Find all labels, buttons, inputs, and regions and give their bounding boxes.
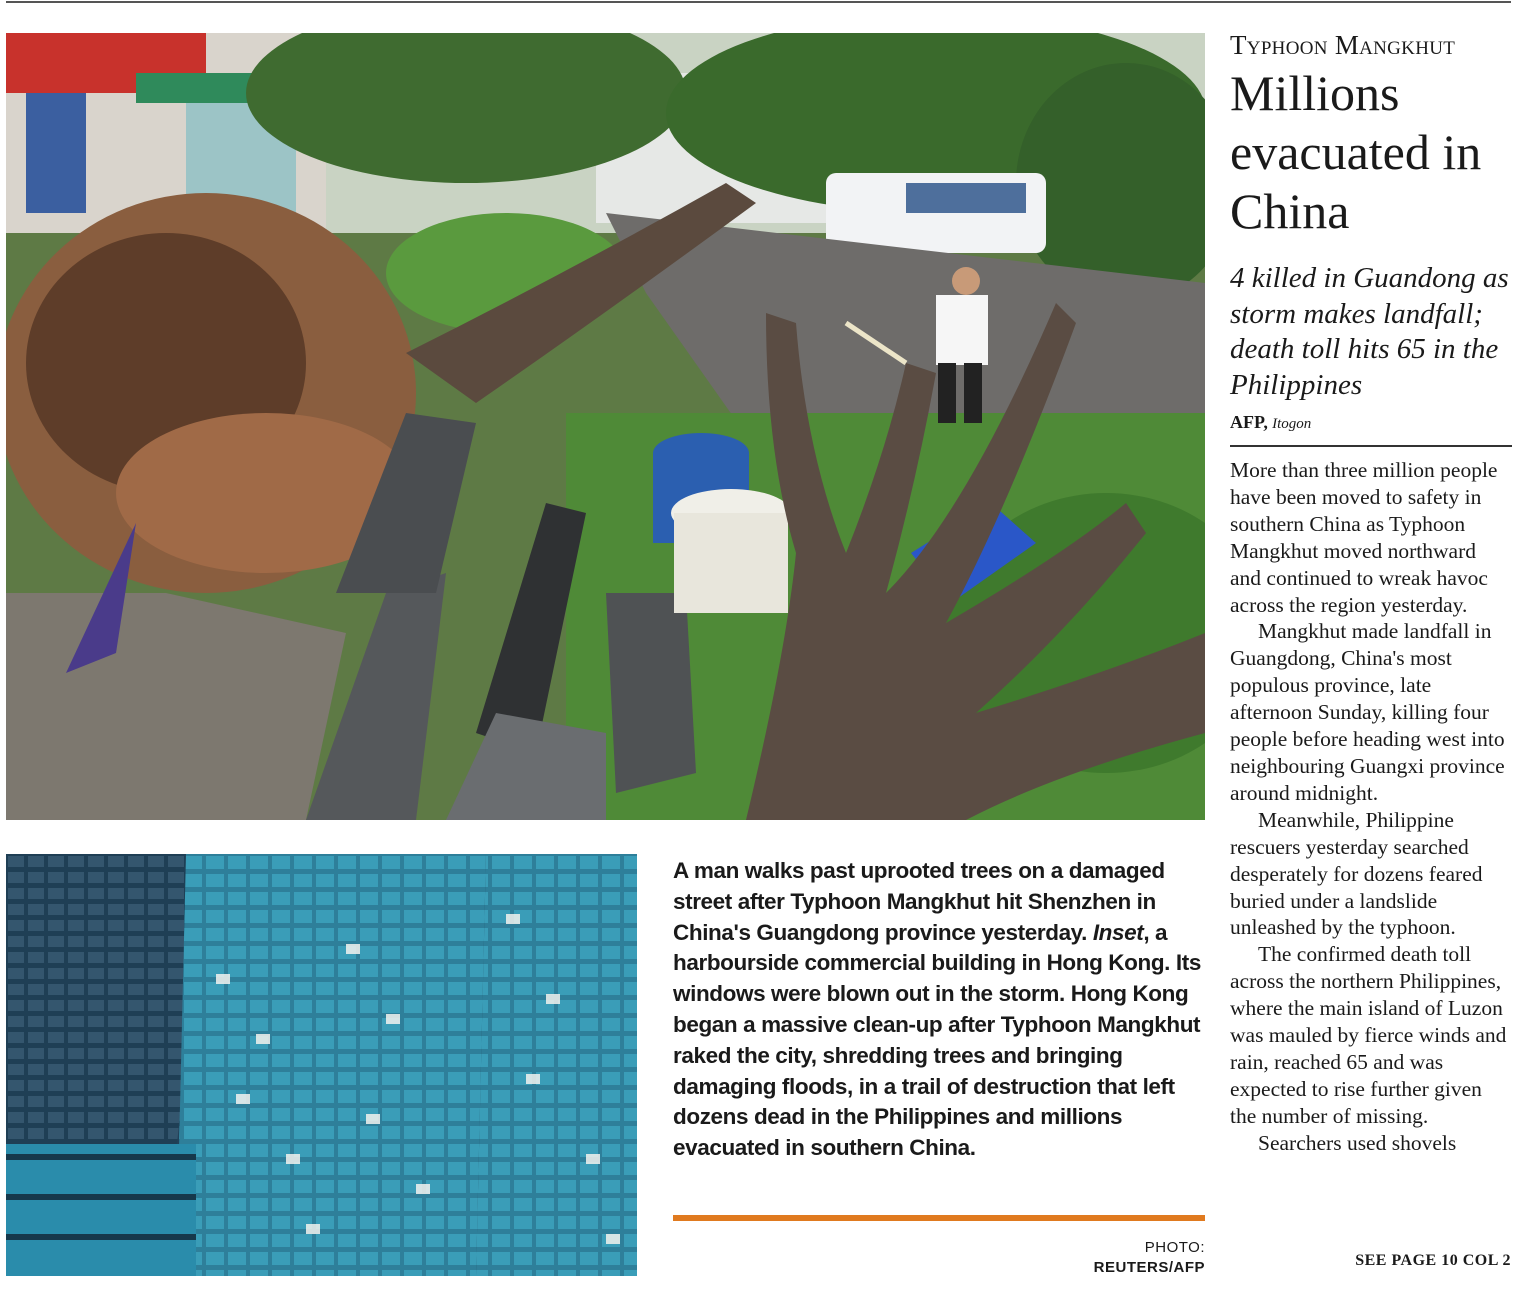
story-kicker: Typhoon Mangkhut — [1230, 30, 1456, 60]
top-rule — [6, 1, 1511, 3]
caption-inset-word: Inset — [1092, 919, 1144, 945]
byline-place: Itogon — [1272, 416, 1312, 432]
caption-text-part1: A man walks past uprooted trees on a damaged street after Typhoon Mangkhut hit Shenzhen in China's Guangdong province yesterday. — [673, 858, 1165, 945]
photo-caption — [673, 856, 1205, 1164]
story-paragraph: The confirmed death toll across the northern Philippines, where the main island of Luzon was mauled by fierce winds and rain, reached 65 and was expected to rise further given the number of missing. — [1230, 942, 1507, 1128]
story-paragraph: Meanwhile, Philippine rescuers yesterday searched desperately for dozens feared buried under a landslide unleashed by the typhoon. — [1230, 807, 1483, 940]
see-page-jump-line: SEE PAGE 10 COL 2 — [1355, 1252, 1511, 1269]
story-paragraph: Mangkhut made landfall in Guangdong, China's most populous province, late afternoon Sunday, killing four people before heading west into neighbouring Guangxi province around midnight. — [1230, 619, 1505, 805]
story-body — [1230, 457, 1512, 1157]
story-byline — [1230, 411, 1512, 447]
photo-credit-label: PHOTO: — [1144, 1239, 1205, 1256]
photo-credit-name: REUTERS/AFP — [1093, 1259, 1205, 1276]
story-column — [1230, 28, 1512, 1157]
story-headline: Millions evacuated in China — [1230, 65, 1482, 239]
story-paragraph: More than three million people have been moved to safety in southern China as Typhoon Mangkhut moved northward and continued to wreak havoc across the region yesterday. — [1230, 458, 1498, 617]
main-photo-illustration — [6, 33, 1205, 820]
story-deck: 4 killed in Guandong as storm makes landfall; death toll hits 65 in the Philippines — [1230, 262, 1509, 401]
inset-photo-illustration — [6, 854, 637, 1276]
main-photo-uprooted-trees — [6, 33, 1205, 820]
caption-accent-rule — [673, 1215, 1205, 1221]
caption-text-part2: , a harbourside commercial building in Hong Kong. Its windows were blown out in the storm. Hong Kong began a massive clean-up after Typhoon Mangkhut raked the city, shredding trees and bringing damaging floods, in a trail of destruction that left dozens dead in the Philippines and millions evacuated in southern China. — [673, 919, 1201, 1161]
byline-agency: AFP, — [1230, 412, 1268, 432]
photo-credit — [1094, 1238, 1205, 1278]
inset-photo-damaged-building — [6, 854, 637, 1276]
story-paragraph: Searchers used shovels — [1258, 1130, 1457, 1155]
